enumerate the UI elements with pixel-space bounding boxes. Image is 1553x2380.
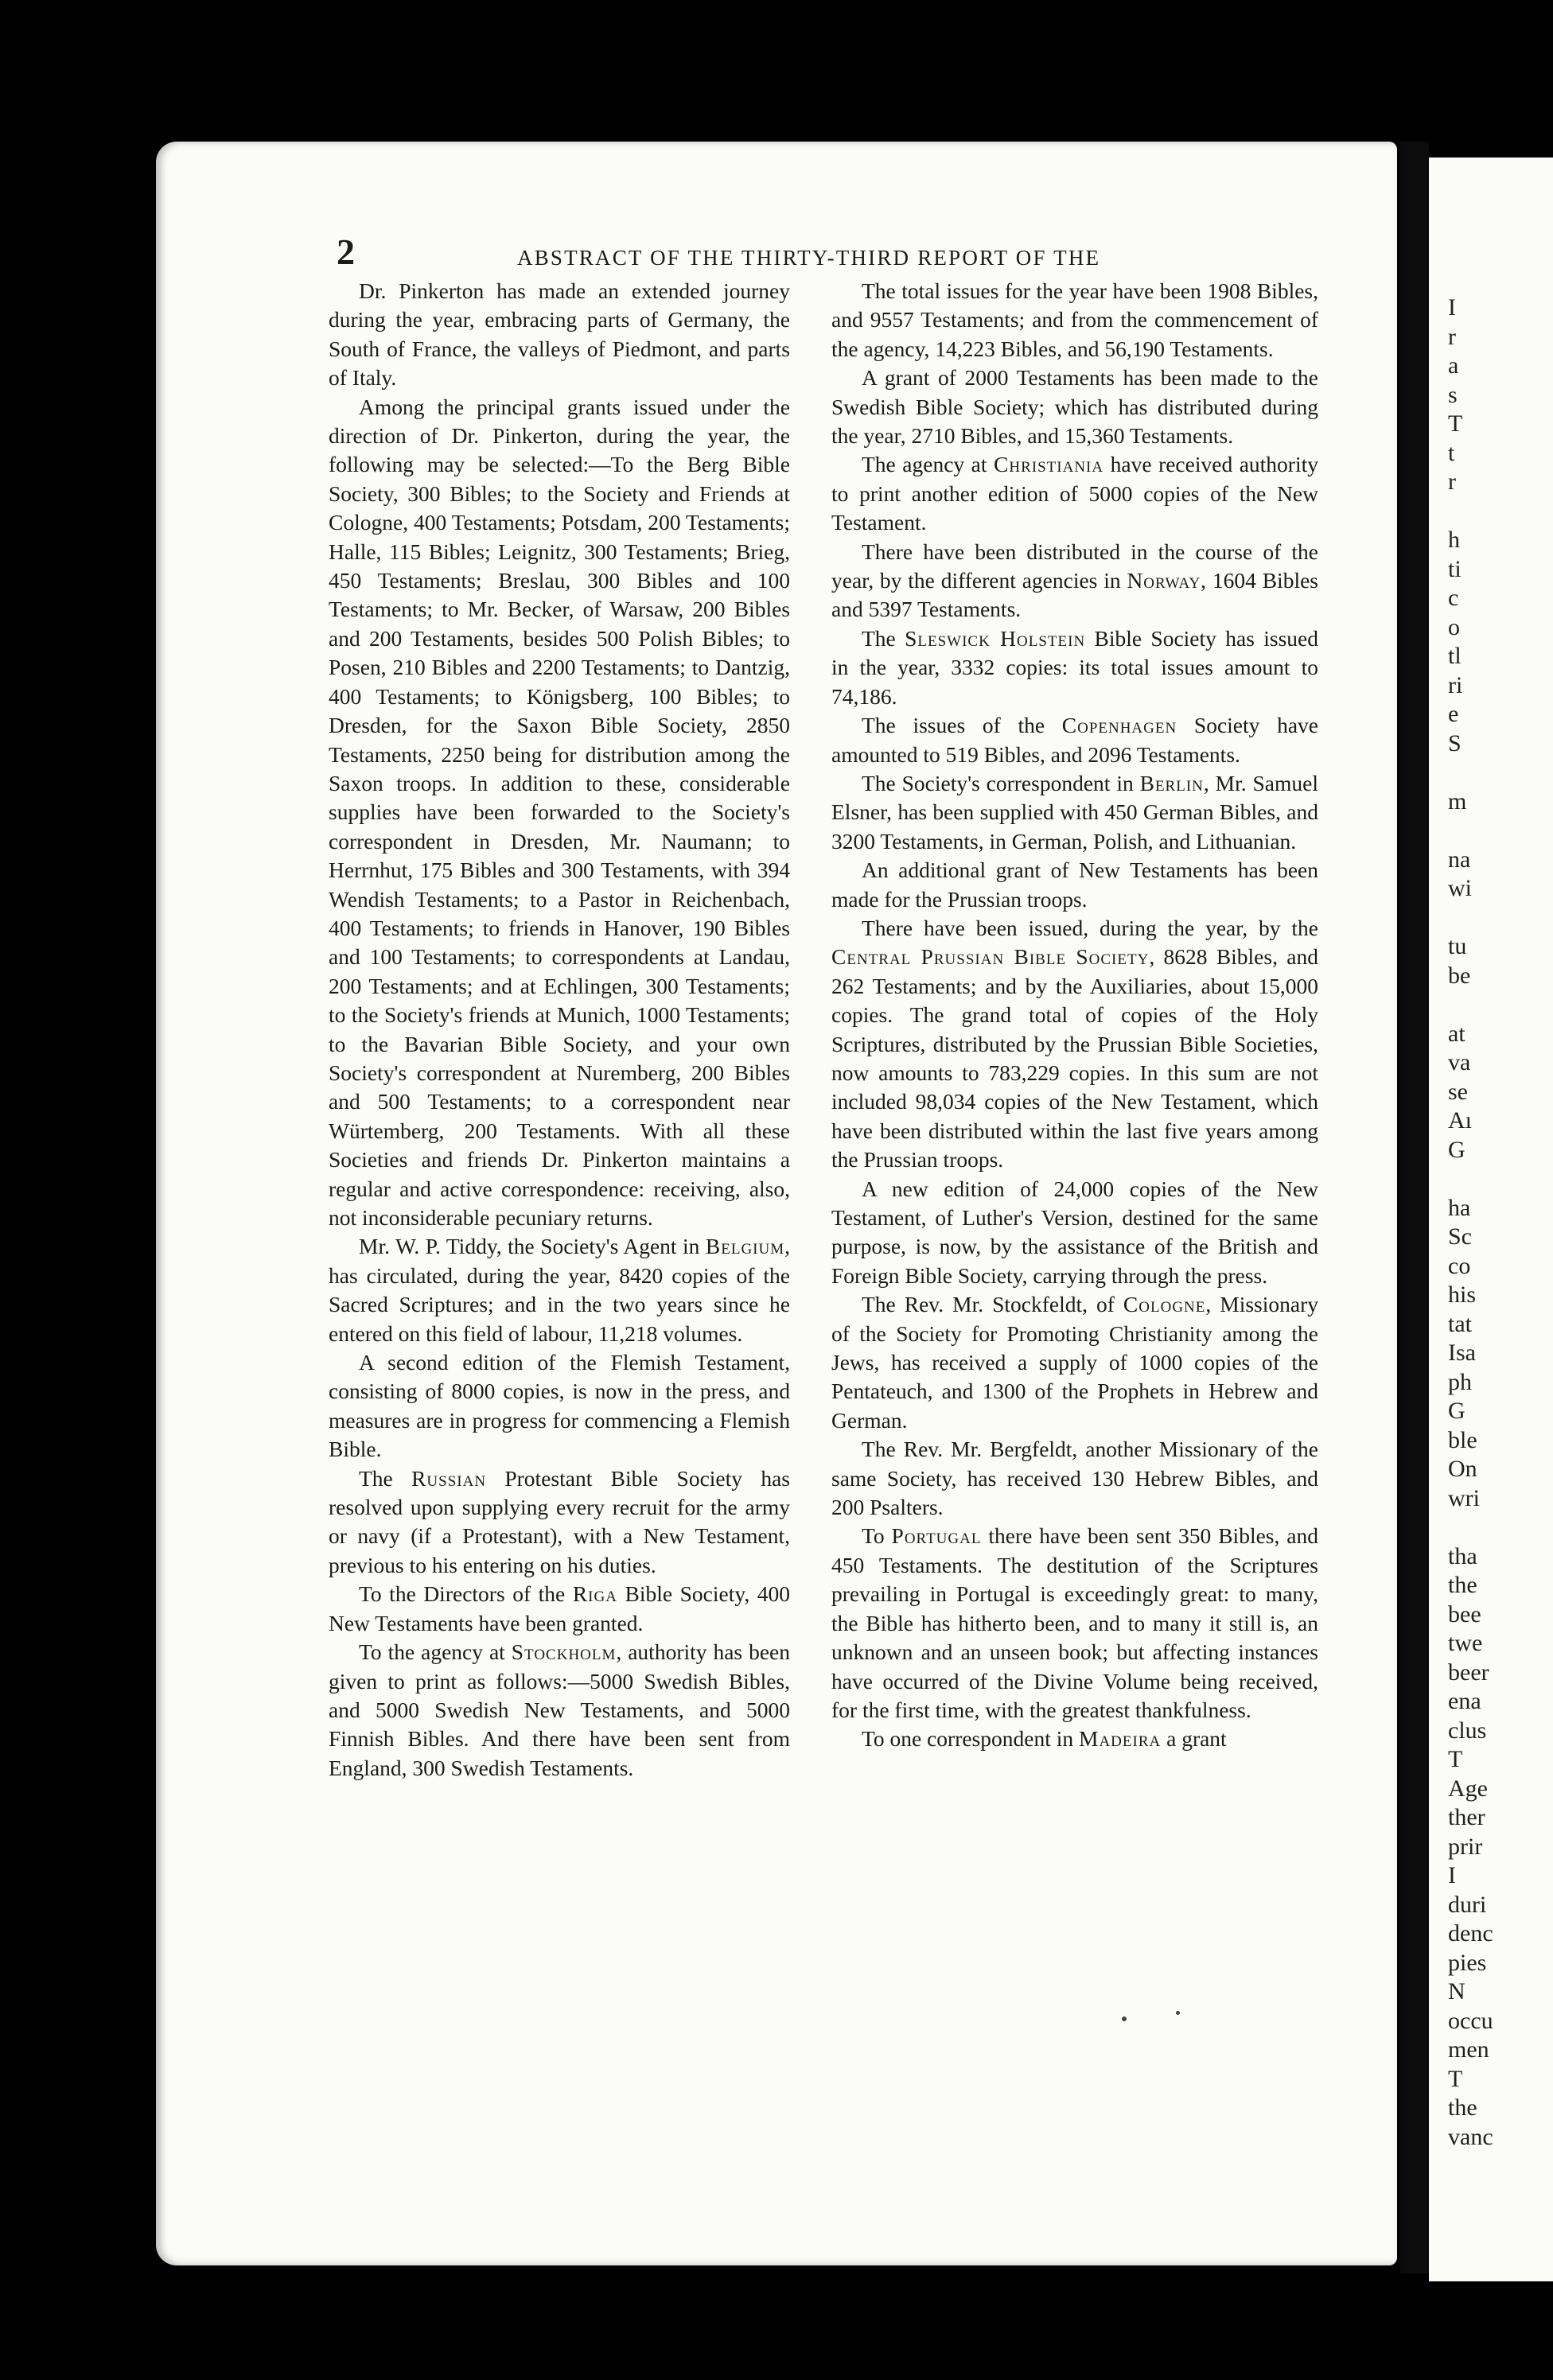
place-name: Berlin — [1139, 770, 1204, 795]
paragraph-text: A grant of 2000 Testaments has been made to the Swedish Bible Society; which has distributed during the year, 2710 Bibles, and 15,360 Testaments. — [831, 365, 1318, 449]
facing-page-fragment: r — [1448, 323, 1456, 350]
facing-page-fragment: wri — [1448, 1484, 1480, 1511]
place-name: Portugal — [891, 1523, 982, 1549]
place-name: Central Prussian Bible Society — [831, 944, 1150, 970]
place-name: Norway — [1127, 568, 1201, 593]
paragraph-text: A new edition of 24,000 copies of the New Testament, of Luther's Version, destined for the same purpose, is now, by the assistance of the British and Foreign Bible Society, carrying through the press. — [831, 1176, 1318, 1288]
facing-page-fragment: c — [1448, 585, 1459, 611]
paragraph — [329, 277, 790, 393]
paragraph — [831, 277, 1318, 364]
running-head: ABSTRACT OF THE THIRTY-THIRD REPORT OF THE — [517, 246, 1101, 270]
facing-page-fragment: denc — [1448, 1920, 1493, 1946]
paragraph-text: Bible Society has issued in the year, 3332 copies: its total issues amount to 74,186. — [831, 625, 1318, 709]
facing-page-fragment: se — [1448, 1078, 1468, 1105]
facing-page-fragment: ph — [1448, 1368, 1472, 1395]
left-column — [329, 277, 790, 1783]
right-column — [831, 277, 1318, 1754]
place-name: Riga — [572, 1581, 617, 1607]
facing-page-fragment: T — [1448, 1746, 1463, 1772]
paragraph-text: Among the principal grants issued under the direction of Dr. Pinkerton, during the year, the following may be selected:—To the Berg Bible Society, 300 Bibles; to the Society and Friends at Cologne, 400 Testaments; Potsdam, 200 Testaments; Halle, 115 Bibles; Leignitz, 300 Testaments; Brieg, 450 Testaments; Breslau, 300 Bibles and 100 Testaments; to Mr. Becker, of Warsaw, 200 Bibles and 200 Testaments, besides 500 Polish Bibles; to Posen, 210 Bibles and 2200 Testaments; to Dantzig, 400 Testaments; to Königsberg, 100 Bibles; to Dresden, for the Saxon Bible Society, 2850 Testaments, 2250 being for distribution among the Saxon troops. In addition to these, considerable supplies have been forwarded to the Society's correspondent in Dresden, Mr. Naumann; to Herrnhut, 175 Bibles and 300 Testaments, with 394 Wendish Testaments; to a Pastor in Reichenbach, 400 Testaments; to friends in Hanover, 190 Bibles and 100 Testaments; to correspondents at Landau, 200 Testaments; and at Echlingen, 300 Testaments; to the Society's friends at Munich, 1000 Testaments; to the Bavarian Bible Society, and your own Society's correspondent at Nuremberg, 200 Bibles and 500 Testaments; to a correspondent near Würtemberg, 200 Testaments. With all these Societies and friends Dr. Pinkerton maintains a regular and active correspondence: receiving, also, not inconsiderable pecuniary returns. — [329, 394, 790, 1230]
paragraph-text: , authority has been given to print as follows:—5000 Swedish Bibles, and 5000 Swedish New Testaments, and 5000 Finnish Bibles. And there have been sent from England, 300 Swedish Testaments. — [329, 1639, 790, 1780]
paragraph-text: The Rev. Mr. Stockfeldt, of — [862, 1292, 1123, 1317]
facing-page-fragment: T — [1448, 2065, 1463, 2092]
facing-page-fragment: ha — [1448, 1194, 1471, 1221]
facing-page-fragment: Sc — [1448, 1223, 1472, 1250]
paragraph — [329, 1580, 790, 1638]
paragraph-text: have received authority to print another edition of 5000 copies of the New Testament. — [831, 452, 1318, 535]
paragraph — [831, 1725, 1318, 1753]
paragraph — [831, 1435, 1318, 1522]
facing-page-fragment: ble — [1448, 1426, 1477, 1453]
paragraph — [831, 1522, 1318, 1725]
facing-page-fragment: r — [1448, 469, 1456, 495]
paragraph-text: The — [862, 625, 905, 651]
facing-page-fragment: G — [1448, 1398, 1465, 1424]
paragraph-text: The issues of the — [862, 713, 1062, 738]
paragraph-text: a grant — [1161, 1726, 1227, 1752]
facing-page-fragment: beer — [1448, 1659, 1489, 1686]
facing-page-fragment: tat — [1448, 1310, 1472, 1337]
paragraph — [831, 914, 1318, 1175]
paragraph — [329, 1232, 790, 1348]
facing-page-fragment: wi — [1448, 875, 1472, 901]
paragraph — [831, 538, 1318, 624]
place-name: Stockholm — [511, 1639, 617, 1665]
facing-page-edge — [1429, 158, 1553, 2281]
paragraph-text: , has circulated, during the year, 8420 copies of the Sacred Scriptures; and in the two years since he entered on this field of labour, 11,218 volumes. — [329, 1234, 790, 1346]
book-gutter — [1400, 142, 1429, 2273]
paragraph — [329, 1638, 790, 1783]
facing-page-fragment: a — [1448, 352, 1459, 379]
facing-page-fragment: S — [1448, 729, 1462, 756]
paragraph-text: The total issues for the year have been 1908 Bibles, and 9557 Testaments; and from the commencement of the agency, 14,223 Bibles, and 56,190 Testaments. — [831, 278, 1318, 361]
facing-page-fragment: I — [1448, 294, 1456, 321]
facing-page-fragment: prir — [1448, 1833, 1483, 1860]
facing-page-fragment: o — [1448, 613, 1460, 640]
paragraph — [329, 393, 790, 1233]
paragraph-text: An additional grant of New Testaments has been made for the Prussian troops. — [831, 858, 1318, 912]
ink-speck — [1176, 2011, 1180, 2015]
paragraph — [831, 450, 1318, 537]
place-name: Madeira — [1079, 1726, 1162, 1752]
facing-page-fragment: pies — [1448, 1949, 1487, 1976]
facing-page-fragment: Isa — [1448, 1340, 1476, 1366]
facing-page-fragment: bee — [1448, 1600, 1481, 1628]
paragraph-text: The agency at — [862, 452, 994, 477]
facing-page-fragment: the — [1448, 1572, 1477, 1598]
paragraph-text: Mr. W. P. Tiddy, the Society's Agent in — [359, 1234, 706, 1259]
page-number: 2 — [337, 231, 355, 272]
facing-page-fragment: ti — [1448, 555, 1462, 582]
place-name: Christiania — [994, 452, 1104, 477]
paragraph — [329, 1348, 790, 1464]
facing-page-fragment: s — [1448, 381, 1458, 408]
facing-page-fragment: G — [1448, 1136, 1465, 1163]
facing-page-fragment: tl — [1448, 643, 1462, 669]
paragraph-text: A second edition of the Flemish Testament, consisting of 8000 copies, is now in the press, and measures are in progress for commencing a Flemish Bible. — [329, 1350, 790, 1462]
paragraph-text: Bible Society, 400 New Testaments have been granted. — [329, 1581, 790, 1635]
facing-page-fragment: ena — [1448, 1688, 1481, 1714]
facing-page-fragment: Age — [1448, 1775, 1488, 1802]
paragraph-text: , 8628 Bibles, and 262 Testaments; and by the Auxiliaries, about 15,000 copies. The grand total of copies of the Holy Scriptures, distributed by the Prussian Bible Societies, now amounts to 783,229 copies. In this sum are not included 98,034 copies of the New Testament, which have been distributed within the last five years among the Prussian troops. — [831, 944, 1318, 1172]
paragraph — [831, 769, 1318, 856]
ink-speck — [1122, 2016, 1127, 2021]
paragraph-text: The — [359, 1465, 412, 1491]
facing-page-fragment: t — [1448, 439, 1455, 466]
paragraph-text: To the agency at — [359, 1639, 512, 1665]
facing-page-fragment: tu — [1448, 933, 1467, 959]
paragraph — [329, 1464, 790, 1581]
paragraph-text: there have been sent 350 Bibles, and 450 Testaments. The destitution of the Scriptures prevailing in Portugal is exceedingly great: to many, the Bible has hitherto been, and to many it still is, an unknown and an unseen book; but affecting instances have occurred of the Divine Volume being received, for the first time, with the greatest thankfulness. — [831, 1523, 1318, 1722]
paragraph-text: To — [862, 1523, 892, 1549]
facing-page-fragment: tha — [1448, 1542, 1477, 1569]
facing-page-fragment: vanc — [1448, 2123, 1493, 2150]
facing-page-fragment: occu — [1448, 2007, 1493, 2034]
facing-page-fragment: the — [1448, 2094, 1477, 2121]
facing-page-fragment: Aı — [1448, 1107, 1472, 1134]
paragraph — [831, 364, 1318, 450]
paragraph-text: To one correspondent in — [862, 1726, 1079, 1752]
paragraph — [831, 1290, 1318, 1435]
paragraph — [831, 711, 1318, 769]
facing-page-fragment: e — [1448, 701, 1459, 727]
place-name: Copenhagen — [1061, 713, 1177, 738]
place-name: Sleswick Holstein — [905, 625, 1086, 651]
facing-page-fragment: be — [1448, 962, 1471, 989]
paragraph-text: The Society's correspondent in — [862, 770, 1140, 795]
place-name: Russian — [411, 1465, 487, 1491]
paragraph-text: Dr. Pinkerton has made an extended journey during the year, embracing parts of Germany, the South of France, the valleys of Piedmont, and parts of Italy. — [329, 278, 790, 391]
facing-page-fragment: On — [1448, 1456, 1477, 1482]
facing-page-fragment: h — [1448, 527, 1460, 553]
facing-page-fragment: his — [1448, 1281, 1477, 1308]
facing-page-fragment: clus — [1448, 1717, 1487, 1744]
facing-page-fragment: m — [1448, 788, 1467, 815]
facing-page-fragment: ri — [1448, 671, 1463, 698]
facing-page-fragment: co — [1448, 1252, 1471, 1279]
facing-page-fragment: ther — [1448, 1804, 1485, 1830]
paragraph — [831, 856, 1318, 914]
paragraph-text: Protestant Bible Society has resolved upon supplying every recruit for the army or navy (if a Protestant), with a New Testament, previous to his entering on his duties. — [329, 1465, 790, 1577]
facing-page-fragment: men — [1448, 2036, 1489, 2063]
facing-page-fragment: twe — [1448, 1630, 1483, 1656]
facing-page-fragment: va — [1448, 1049, 1471, 1075]
paragraph-text: Society have amounted to 519 Bibles, and 2096 Testaments. — [831, 713, 1318, 767]
paragraph-text: , Mr. Samuel Elsner, has been supplied with 450 German Bibles, and 3200 Testaments, in German, Polish, and Lithuanian. — [831, 770, 1318, 854]
facing-page-fragment: na — [1448, 846, 1471, 873]
paragraph-text: There have been distributed in the course of the year, by the different agencies in — [831, 539, 1318, 593]
paragraph — [831, 1175, 1318, 1291]
paragraph-text: The Rev. Mr. Bergfeldt, another Missionary of the same Society, has received 130 Hebrew Bibles, and 200 Psalters. — [831, 1437, 1318, 1520]
facing-page-fragment: at — [1448, 1020, 1465, 1047]
paragraph-text: There have been issued, during the year, by the — [862, 915, 1318, 940]
place-name: Cologne — [1123, 1292, 1206, 1317]
paragraph-text: , 1604 Bibles and 5397 Testaments. — [831, 568, 1318, 622]
paragraph-text: To the Directors of the — [359, 1581, 573, 1607]
facing-page-fragment: N — [1448, 1978, 1465, 2005]
facing-page-fragment: I — [1448, 1862, 1456, 1888]
place-name: Belgium — [705, 1234, 785, 1259]
paragraph-text: , Missionary of the Society for Promoting Christianity among the Jews, has received a supply of 1000 copies of the Pentateuch, and 1300 of the Prophets in Hebrew and German. — [831, 1292, 1318, 1433]
facing-page-fragment: duri — [1448, 1891, 1487, 1918]
paragraph — [831, 624, 1318, 711]
facing-page-fragment: T — [1448, 410, 1463, 437]
